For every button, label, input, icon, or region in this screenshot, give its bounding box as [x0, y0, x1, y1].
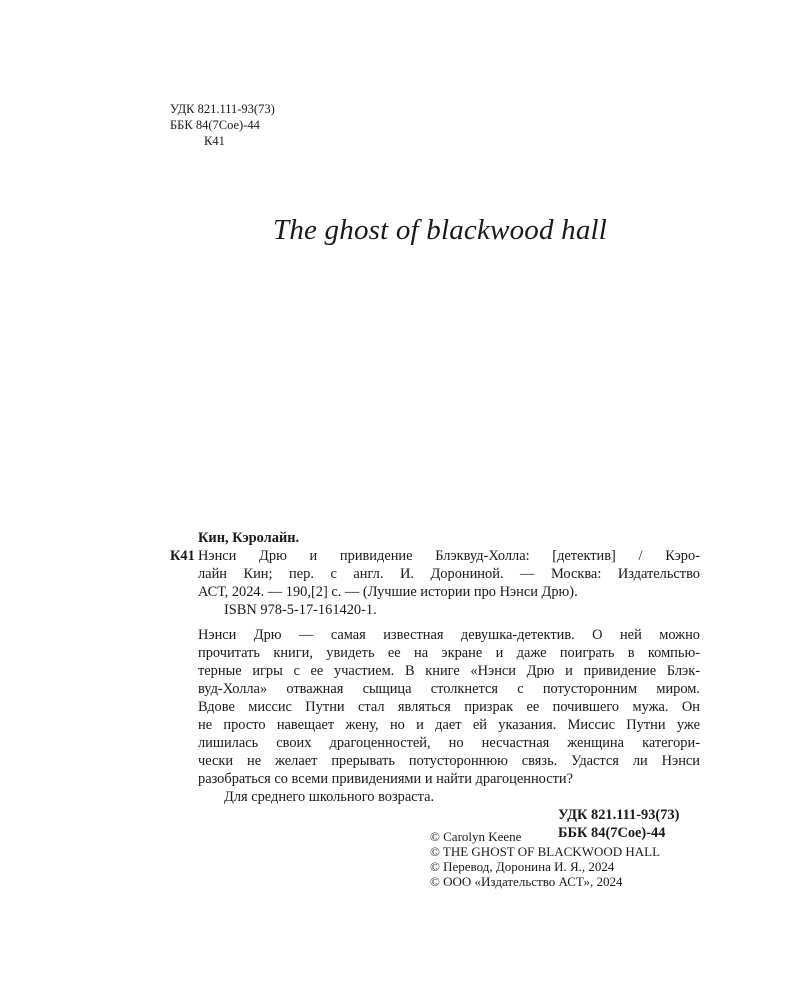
description-line: АСТ, 2024. — 190,[2] с. — (Лучшие истории про Нэнси Дрю). [198, 584, 578, 600]
copyright-block [430, 829, 660, 889]
copyright-line: © ООО «Издательство АСТ», 2024 [430, 874, 623, 889]
annotation-line: прочитать книги, увидеть ее на экране и даже поиграть в компью- [198, 645, 700, 661]
author-heading: Кин, Кэролайн. [198, 530, 300, 546]
original-title: The ghost of blackwood hall [273, 214, 608, 246]
author-mark: К41 [204, 134, 225, 148]
audience-note: Для среднего школьного возраста. [224, 789, 435, 805]
record-udk: УДК 821.111-93(73) [558, 807, 680, 823]
annotation-line: разобраться со всеми привидениями и найти драгоценности? [198, 771, 573, 787]
description-line: лайн Кин; пер. с англ. И. Дорониной. — Москва: Издательство [198, 566, 700, 582]
annotation-line: терные игры с ее участием. В книге «Нэнси Дрю и привидение Блэк- [198, 663, 700, 679]
copyright-line: © Carolyn Keene [430, 829, 522, 844]
classification-codes [170, 101, 275, 149]
annotation-line: Нэнси Дрю — самая известная девушка-детектив. О ней можно [198, 627, 700, 643]
annotation-line: вуд-Холла» отважная сыщица столкнется с потусторонним миром. [198, 681, 700, 697]
entry-description [198, 547, 700, 601]
copyright-line: © THE GHOST OF BLACKWOOD HALL [430, 844, 661, 859]
entry-author-mark: К41 [170, 548, 195, 564]
copyright-line: © Перевод, Доронина И. Я., 2024 [430, 859, 615, 874]
bbk-code: ББК 84(7Сое)-44 [170, 118, 260, 132]
bibliographic-record [170, 529, 700, 842]
annotation-line: чески не желает прерывать потустороннюю связь. Удастся ли Нэнси [198, 753, 700, 769]
bibliographic-entry [170, 547, 700, 601]
udk-code: УДК 821.111-93(73) [170, 102, 275, 116]
annotation-line: не просто навещает жену, но и дает ей указания. Миссис Путни уже [198, 717, 700, 733]
annotation-line: лишилась своих драгоценностей, но несчастная женщина категори- [198, 735, 700, 751]
description-line: Нэнси Дрю и привидение Блэквуд-Холла: [детектив] / Кэро- [198, 548, 700, 564]
isbn: ISBN 978-5-17-161420-1. [224, 602, 377, 618]
record-bbk: ББК 84(7Сое)-44 [558, 825, 666, 841]
annotation-line: Вдове миссис Путни стал являться призрак ее почившего мужа. Он [198, 699, 700, 715]
annotation [170, 626, 700, 788]
